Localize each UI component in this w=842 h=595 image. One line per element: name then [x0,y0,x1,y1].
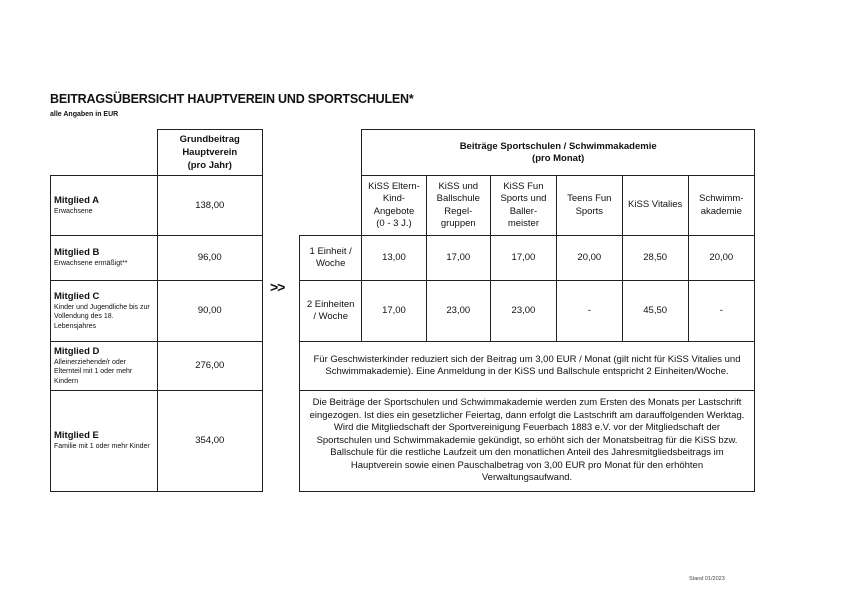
table-row [300,236,755,281]
table-row [51,281,263,342]
header-blank-cell [51,130,158,176]
member-label-cell [51,176,158,236]
fee-cell: 17,00 [490,236,556,281]
member-label-cell [51,391,158,492]
column-header-line: akademie [700,205,742,217]
member-name: Mitglied D [54,345,100,357]
member-label-cell [51,236,158,281]
fee-cell: 28,50 [622,236,688,281]
table-row [51,391,263,492]
column-header-line: Angebote [373,205,415,217]
table-row [51,236,263,281]
units-cell [300,236,362,281]
table-header-row [300,130,755,176]
fee-cell: 17,00 [362,281,426,342]
header-grundbeitrag [157,130,262,176]
header-blank-cell [300,176,362,236]
column-header-line: (0 - 3 J.) [376,218,412,229]
column-header [362,176,426,236]
member-label-cell [51,281,158,342]
sibling-discount-note: Für Geschwisterkinder reduziert sich der Beitrag um 3,00 EUR / Monat (gilt nicht für KiSS Vitalies und Schwimmakademie). Eine Anmeldung in der KiSS und Ballschule entspricht 2 Einheiten/Woche. [300,342,755,391]
member-name: Mitglied C [54,290,100,302]
column-header-line: KiSS Vitalies [628,199,683,211]
column-header [556,176,622,236]
column-header-line: Baller- [509,205,538,217]
member-description: Familie mit 1 oder mehr Kinder [54,443,150,451]
sportschulen-fee-table [299,129,755,492]
units-line: Woche [315,258,346,269]
column-header-line: Regel- [444,205,473,217]
fee-cell: 20,00 [688,236,754,281]
column-header-line: Teens Fun [567,193,612,204]
header-sportschulen [362,130,755,176]
table-header-row [51,130,263,176]
header-line: Hauptverein [182,147,238,158]
member-label-cell [51,342,158,391]
column-header-line: KiSS Eltern- [368,180,420,192]
column-header [688,176,754,236]
member-fee: 354,00 [157,391,262,492]
units-cell [300,281,362,342]
fee-cell: - [688,281,754,342]
table-row [300,281,755,342]
member-name: Mitglied E [54,430,99,442]
member-description: Erwachsene [54,207,93,215]
fee-cell: 45,50 [622,281,688,342]
column-header-line: KiSS und [438,180,479,192]
table-row [51,342,263,391]
page-subtitle: alle Angaben in EUR [50,111,119,118]
version-stamp: Stand 01/2023 [689,576,725,582]
header-blank-cell [300,130,362,176]
fee-cell: - [556,281,622,342]
member-name: Mitglied A [54,194,100,206]
column-header-line: Sports [575,205,604,217]
membership-fee-table [50,129,263,492]
column-header [490,176,556,236]
member-fee: 276,00 [157,342,262,391]
member-fee: 90,00 [157,281,262,342]
fee-cell: 23,00 [490,281,556,342]
column-header-line: meister [507,218,539,229]
fee-cell: 13,00 [362,236,426,281]
member-fee: 138,00 [157,176,262,236]
payment-terms-note: Die Beiträge der Sportschulen und Schwimmakademie werden zum Ersten des Monats per Lastschrift eingezogen. Ist dies ein gesetzlicher Feiertag, dann erfolgt die Lastschrift am darauffolgenden Werktag. Wird die Mitgliedschaft der Sportvereinigung Feuerbach 1883 e.V. vor der Mitgliedschaft der Sportschulen und Schwimmakademie gekündigt, so erhöht sich der Monatsbeitrag für die KiSS bzw. Ballschule für die restliche Laufzeit um den monatlichen Anteil des Jahresmitgliedsbeitrags im Hauptverein sowie einen Pauschalbetrag von 3,00 EUR pro Monat für den erhöhten Verwaltungsaufwand. [300,391,755,492]
fee-cell: 17,00 [426,236,490,281]
fee-cell: 20,00 [556,236,622,281]
column-header-row [300,176,755,236]
column-header-line: Kind- [382,193,406,204]
column-header-line: KiSS Fun [503,180,544,192]
header-line: (pro Monat) [532,152,585,164]
column-header [622,176,688,236]
member-name: Mitglied B [54,247,100,259]
member-description: Alleinerziehende/r oder Elternteil mit 1 oder mehr Kindern [54,358,133,385]
member-description: Erwachsene ermäßigt** [54,260,128,268]
units-line: / Woche [313,311,348,322]
header-line: Beiträge Sportschulen / Schwimmakademie [459,140,657,152]
header-line: Grundbeitrag [179,134,240,145]
note-row [300,342,755,391]
fee-cell: 23,00 [426,281,490,342]
units-line: 2 Einheiten [306,299,355,310]
table-row [51,176,263,236]
member-description: Kinder und Jugendliche bis zur Vollendung des 18. Lebensjahres [54,303,150,330]
page-title: BEITRAGSÜBERSICHT HAUPTVEREIN UND SPORTSCHULEN* [50,92,414,106]
column-header-line: gruppen [440,218,476,229]
member-fee: 96,00 [157,236,262,281]
units-line: 1 Einheit / [309,246,352,257]
column-header [426,176,490,236]
header-line: (pro Jahr) [187,160,232,171]
arrow-icon: >> [270,279,285,295]
column-header-line: Sports und [500,193,547,204]
column-header-line: Schwimm- [699,193,744,204]
column-header-line: Ballschule [436,193,480,204]
note-row [300,391,755,492]
